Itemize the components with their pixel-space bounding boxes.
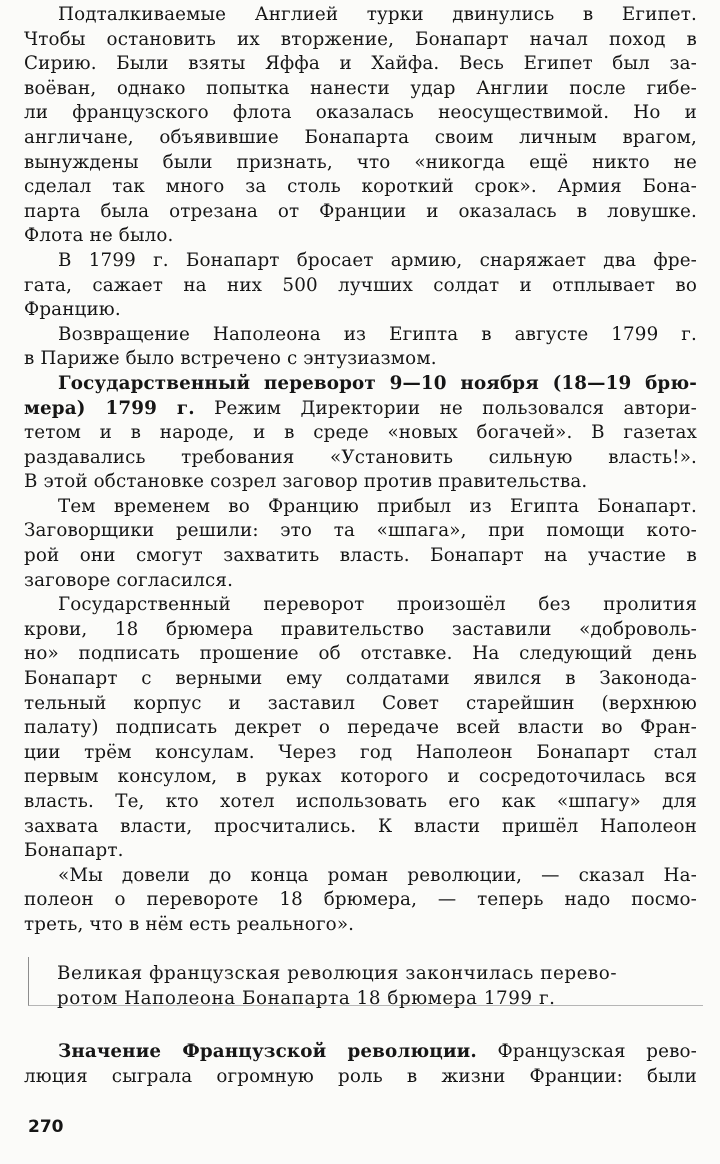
text-line: Чтобы остановить их вторжение, Бонапарт начал поход в xyxy=(24,28,697,50)
text-line xyxy=(24,1040,697,1065)
text-line xyxy=(24,397,697,422)
main-text xyxy=(24,3,697,938)
text-line: Подталкиваемые Англией турки двинулись в Египет. xyxy=(58,4,697,25)
summary-text xyxy=(57,962,697,1011)
text-run: Режим Директории не пользовался автори- xyxy=(194,397,697,419)
section-heading-cont: мера) 1799 г. xyxy=(24,397,195,419)
text-line: Заговорщики решили: это та «шпага», при помощи кото- xyxy=(24,520,697,542)
summary-box xyxy=(28,957,703,1009)
text-line: полеон о перевороте 18 брюмера, — теперь надо посмо- xyxy=(24,889,697,911)
section-heading: Государственный переворот 9—10 ноября (18—19 брю- xyxy=(58,372,697,394)
text-line: В 1799 г. Бонапарт бросает армию, снаряжает два фре- xyxy=(58,249,697,271)
text-line: Бонапарт с верными ему солдатами явился в Законода- xyxy=(24,668,697,690)
text-line: гата, сажает на них 500 лучших солдат и отплывает во xyxy=(24,274,697,296)
text-line: заговоре согласился. xyxy=(24,569,234,591)
text-line: Возвращение Наполеона из Египта в августе 1799 г. xyxy=(58,323,697,345)
text-line: воёван, однако попытка нанести удар Англии после гибе- xyxy=(24,77,697,99)
text-line: Тем временем во Францию прибыл из Египта Бонапарт. xyxy=(58,495,697,517)
text-line: но» подписать прошение об отставке. На следующий день xyxy=(24,643,697,665)
text-line: парта была отрезана от Франции и оказалась в ловушке. xyxy=(24,200,697,222)
text-line: власть. Те, кто хотел использовать его как «шпагу» для xyxy=(24,791,697,812)
section-heading: Значение Французской революции. xyxy=(58,1041,477,1062)
text-line: ции трём консулам. Через год Наполеон Бонапарт стал xyxy=(24,741,697,763)
text-line: Государственный переворот произошёл без пролития xyxy=(58,594,697,616)
text-line: «Мы довели до конца роман революции, — сказал На- xyxy=(58,864,697,886)
text-line: в Париже было встречено с энтузиазмом. xyxy=(24,348,437,370)
text-line: сделал так много за столь короткий срок». Армия Бона- xyxy=(24,176,697,198)
page-number: 270 xyxy=(28,1117,64,1137)
text-line: Францию. xyxy=(24,299,121,321)
final-section xyxy=(24,1040,697,1089)
text-line: Флота не было. xyxy=(24,225,174,247)
text-line: первым консулом, в руках которого и сосредоточилась вся xyxy=(24,766,697,788)
text-line: Сирию. Были взяты Яффа и Хайфа. Весь Египет был за- xyxy=(24,53,697,75)
text-line: крови, 18 брюмера правительство заставили «доброволь- xyxy=(24,618,697,640)
text-line: раздавались требования «Установить сильную власть!». xyxy=(24,446,697,468)
text-line: палату) подписать декрет о передаче всей власти во Фран- xyxy=(24,717,697,739)
summary-line: Великая французская революция закончилась перево- xyxy=(57,963,618,984)
text-line: люция сыграла огромную роль в жизни Франции: были xyxy=(24,1065,697,1087)
text-line: Бонапарт. xyxy=(24,840,124,862)
summary-line: ротом Наполеона Бонапарта 18 брюмера 1799 г. xyxy=(57,987,556,1009)
text-line: треть, что в нём есть реального». xyxy=(24,913,355,935)
text-line: тельный корпус и заставил Совет старейшин (верхнюю xyxy=(24,692,697,714)
text-line: англичане, объявившие Бонапарта своим личным врагом, xyxy=(24,126,697,148)
text-line: захвата власти, просчитались. К власти пришёл Наполеон xyxy=(24,815,697,837)
text-line: В этой обстановке созрел заговор против правительства. xyxy=(24,471,588,493)
text-line: вынуждены были признать, что «никогда ещё никто не xyxy=(24,151,697,173)
text-line: ли французского флота оказалась неосуществимой. Но и xyxy=(24,102,697,124)
text-line: рой они смогут захватить власть. Бонапарт на участие в xyxy=(24,545,697,567)
text-run: Французская рево- xyxy=(476,1041,698,1062)
text-line: тетом и в народе, и в среде «новых богачей». В газетах xyxy=(24,422,697,444)
text-line xyxy=(24,372,697,397)
